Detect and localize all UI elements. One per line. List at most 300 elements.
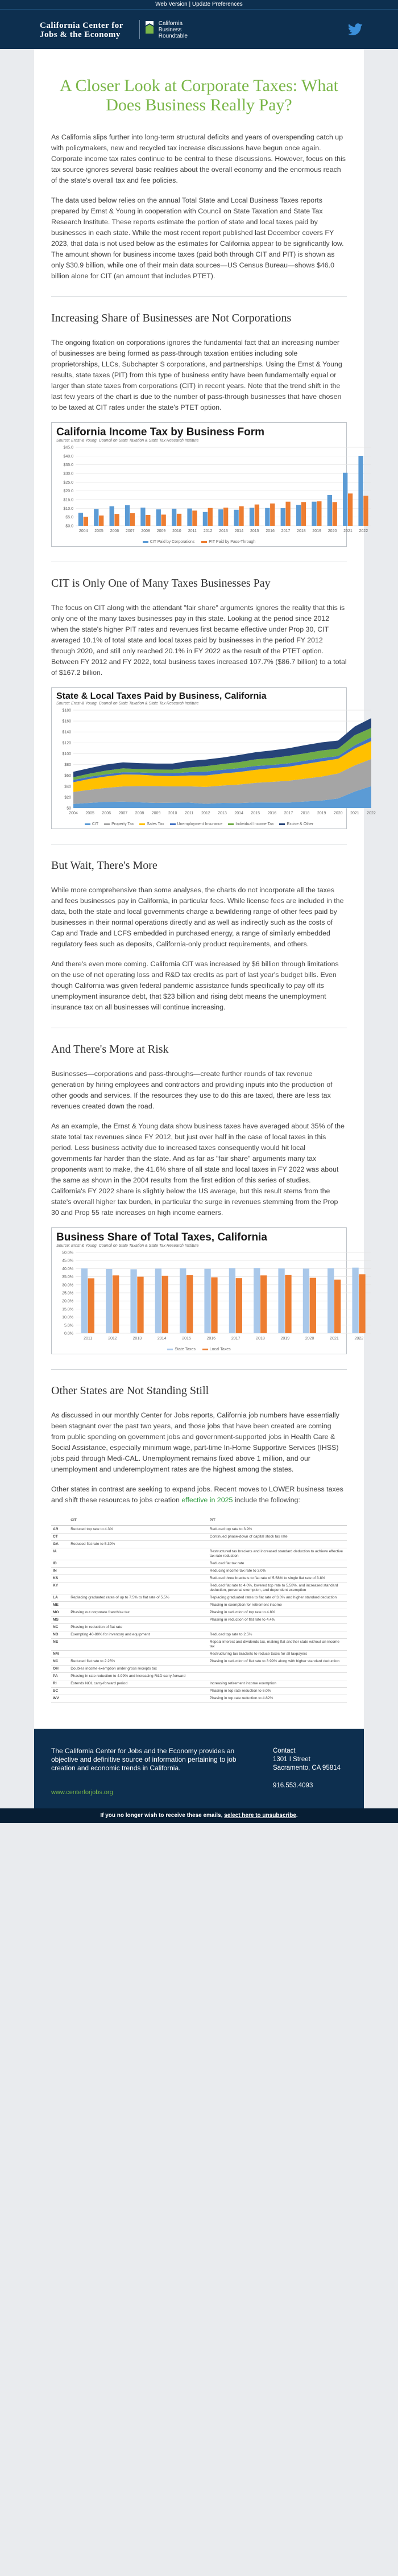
pit-cell: Reduced flat tax rate <box>208 1560 347 1568</box>
y-tick-label: $30.0 <box>63 472 73 476</box>
bar <box>137 1277 143 1333</box>
y-tick-label: $20.0 <box>63 489 73 494</box>
state-code-cell: MO <box>51 1609 69 1617</box>
cit-cell <box>69 1617 208 1624</box>
unsubscribe-link[interactable]: select here to unsubscribe <box>224 1812 296 1819</box>
table-row <box>51 1582 347 1594</box>
bar <box>162 1276 168 1333</box>
chart-plot <box>56 444 376 536</box>
cit-cell <box>69 1688 208 1695</box>
bar <box>270 504 275 526</box>
x-tick-label: 2008 <box>135 811 144 815</box>
x-tick-label: 2017 <box>281 529 291 533</box>
table-row <box>51 1673 347 1680</box>
x-tick-label: 2020 <box>333 811 343 815</box>
pit-cell <box>208 1666 347 1673</box>
section-heading-more-at-risk: And There's More at Risk <box>51 1043 169 1056</box>
cit-cell <box>69 1582 208 1594</box>
x-tick-label: 2006 <box>110 529 119 533</box>
table-row <box>51 1575 347 1582</box>
table-row <box>51 1666 347 1673</box>
cit-cell <box>69 1534 208 1541</box>
web-version-link[interactable]: Web Version <box>155 1 188 7</box>
x-tick-label: 2012 <box>203 529 213 533</box>
state-code-cell: IN <box>51 1568 69 1575</box>
state-code-cell: LA <box>51 1594 69 1602</box>
bar <box>278 1268 284 1333</box>
bar <box>358 456 363 526</box>
pit-cell: Reduced flat rate to 4.0%, lowered top rate to 5.58%, and increased standard deduction, personal exemption, and dependent exemption <box>208 1582 347 1594</box>
bar <box>327 1268 334 1333</box>
pit-cell: Phasing in top rate reduction to 4.82% <box>208 1695 347 1703</box>
pit-cell: Increasing retirement income exemption <box>208 1680 347 1688</box>
state-tax-changes-table <box>51 1516 347 1703</box>
y-tick-label: $60 <box>64 774 71 778</box>
legend-item: Sales Tax <box>139 822 164 826</box>
x-tick-label: 2019 <box>312 529 321 533</box>
chart-plot <box>56 707 376 818</box>
cit-cell: Phasing in rate reduction to 4.99% and increasing R&D carry-forward <box>69 1673 208 1680</box>
x-tick-label: 2022 <box>354 1337 364 1341</box>
twitter-icon[interactable] <box>348 23 363 36</box>
center-logo[interactable] <box>40 21 123 39</box>
y-tick-label: 25.0% <box>62 1291 73 1296</box>
pit-cell: Restructured tax brackets and increased standard deduction to achieve effective tax rate reduction <box>208 1548 347 1560</box>
cit-cell <box>69 1651 208 1658</box>
pit-cell: Reduced top rate to 3.9% <box>208 1526 347 1534</box>
y-tick-label: $40 <box>64 785 71 789</box>
bar <box>281 508 285 526</box>
y-tick-label: $0 <box>67 806 71 811</box>
update-preferences-link[interactable]: Update Preferences <box>192 1 243 7</box>
chart-legend <box>56 540 342 544</box>
pit-cell: Phasing in top rate reduction to 6.0% <box>208 1688 347 1695</box>
pit-cell: Restructuring tax brackets to reduce taxes for all taxpayers <box>208 1651 347 1658</box>
x-tick-label: 2009 <box>151 811 161 815</box>
x-tick-label: 2016 <box>267 811 277 815</box>
section-divider <box>51 296 347 297</box>
table-row <box>51 1548 347 1560</box>
cit-cell: Phasing out corporate franchise tax <box>69 1609 208 1617</box>
pit-cell: Reduced top rate to 2.5% <box>208 1631 347 1639</box>
bar <box>146 515 150 526</box>
x-tick-label: 2005 <box>94 529 103 533</box>
y-tick-label: $15.0 <box>63 498 73 502</box>
table-header-pit: PIT <box>208 1516 347 1526</box>
table-row <box>51 1651 347 1658</box>
partner-line-3: Roundtable <box>158 33 188 39</box>
table-row <box>51 1594 347 1602</box>
chart-title: State & Local Taxes Paid by Business, California <box>56 691 267 701</box>
logo-divider <box>139 20 140 39</box>
x-tick-label: 2020 <box>327 529 337 533</box>
unsubscribe-bar: If you no longer wish to receive these emails, select here to unsubscribe. <box>0 1808 398 1823</box>
x-tick-label: 2006 <box>102 811 111 815</box>
brand-line-2: Jobs & the Economy <box>40 30 121 39</box>
state-code-cell: NC <box>51 1624 69 1631</box>
y-tick-label: 0.0% <box>64 1332 73 1336</box>
other-states-paragraph-2: Other states in contrast are seeking to expand jobs. Recent moves to LOWER business taxes and shift these resources to jobs creation effective in 2025 include the following: <box>51 1485 343 1504</box>
cit-cell: Replacing graduated rates of up to 7.5% to flat rate of 5.5% <box>69 1594 208 1602</box>
theres-more-paragraph-1: While more comprehensive than some analyses, the charts do not incorporate all the taxes and fees businesses pay in California, in particular fees. While license fees are included in the data, both the state and local governments charge a bewildering range of other fees paid by businesses in their normal operations directly and as well as indirectly such as the costs of Cap and Trade and LCFS embedded in purchased energy, a range of similarly embedded regulatory fees such as deposits, California-only product requirements, and others. <box>51 886 344 948</box>
x-tick-label: 2013 <box>219 529 228 533</box>
x-tick-label: 2014 <box>234 529 244 533</box>
bar <box>204 1269 210 1333</box>
roundtable-logo[interactable] <box>144 20 188 39</box>
table-row <box>51 1534 347 1541</box>
chart-legend <box>56 822 342 826</box>
table-row <box>51 1541 347 1548</box>
table-header-row <box>51 1516 347 1526</box>
bar <box>236 1278 242 1333</box>
y-tick-label: $10.0 <box>63 506 73 511</box>
pit-cell: Phasing in exemption for retirement income <box>208 1602 347 1609</box>
bar <box>180 1268 186 1333</box>
cit-cell <box>69 1575 208 1582</box>
table-row <box>51 1560 347 1568</box>
y-tick-label: $40.0 <box>63 454 73 459</box>
bar <box>192 510 197 526</box>
table-row <box>51 1658 347 1666</box>
x-tick-label: 2019 <box>280 1337 290 1341</box>
state-code-cell: OH <box>51 1666 69 1673</box>
y-tick-label: 5.0% <box>64 1324 73 1328</box>
bar <box>106 1269 112 1333</box>
section-heading-cit-one-of-many: CIT is Only One of Many Taxes Businesses Pay <box>51 577 271 590</box>
x-tick-label: 2010 <box>168 811 177 815</box>
x-tick-label: 2015 <box>251 811 260 815</box>
cit-cell: Doubles income exemption under gross receipts tax <box>69 1666 208 1673</box>
state-code-cell: CT <box>51 1534 69 1541</box>
more-at-risk-paragraph-1: Businesses—corporations and pass-throughs—create further rounds of tax revenue generation by hiring employees and contractors and providing inputs into the production of other goods and services. If the resources they use to do this are taxed, there are less tax revenues created down the road. <box>51 1070 333 1110</box>
email-footer <box>34 1729 364 1808</box>
footer-address-2: Sacramento, CA 95814 <box>273 1765 341 1771</box>
x-tick-label: 2017 <box>284 811 293 815</box>
legend-item: Individual Income Tax <box>228 822 273 826</box>
bar <box>223 508 228 526</box>
bar <box>327 495 332 526</box>
cit-cell: Extends NOL carry-forward period <box>69 1680 208 1688</box>
bar <box>172 509 176 526</box>
email-body <box>34 49 376 1729</box>
footer-contact-label: Contact <box>273 1747 296 1754</box>
x-tick-label: 2013 <box>132 1337 142 1341</box>
x-tick-label: 2018 <box>300 811 310 815</box>
bar <box>343 473 347 526</box>
bar <box>265 508 270 526</box>
y-tick-label: 10.0% <box>62 1316 73 1320</box>
y-tick-label: 50.0% <box>62 1251 73 1255</box>
cit-cell <box>69 1568 208 1575</box>
bar <box>303 1268 309 1333</box>
table-row <box>51 1602 347 1609</box>
y-tick-label: $140 <box>62 730 71 735</box>
section-heading-other-states: Other States are Not Standing Still <box>51 1384 209 1397</box>
y-tick-label: 40.0% <box>62 1267 73 1271</box>
section-heading-business-forms: Increasing Share of Businesses are Not Corporations <box>51 312 292 324</box>
state-code-cell: IA <box>51 1548 69 1560</box>
bar <box>211 1277 217 1333</box>
bar <box>229 1268 235 1333</box>
pit-cell: Replacing graduated rates to flat rate of 3.0% and higher standard deduction <box>208 1594 347 1602</box>
cit-cell <box>69 1695 208 1703</box>
bar <box>177 514 181 526</box>
state-code-cell: PA <box>51 1673 69 1680</box>
y-tick-label: 20.0% <box>62 1299 73 1304</box>
bar <box>140 508 145 526</box>
bar <box>84 517 88 526</box>
pit-cell: Continued phase-down of capital stock tax rate <box>208 1534 347 1541</box>
bar <box>317 501 321 526</box>
state-local-taxes-chart <box>51 687 376 829</box>
bar <box>94 509 98 526</box>
y-tick-label: $80 <box>64 763 71 768</box>
chart-source: Source: Ernst & Young, Council on State Taxation & State Tax Research Institute <box>56 439 199 443</box>
pit-cell: Reducing income tax rate to 3.0% <box>208 1568 347 1575</box>
bar <box>78 513 83 526</box>
bar <box>285 502 290 526</box>
x-tick-label: 2015 <box>250 529 259 533</box>
intro-paragraph-2: The data used below relies on the annual Total State and Local Business Taxes reports prepared by Ernst & Young in cooperation with Council on State Taxation and State Tax Research Institute. These reports estimate the portion of state and local taxes paid by businesses in each state. While the most recent report published last December covers FY 2023, that data is not used below as the estimates for California appear to be significantly low. The amount shown for business income taxes (paid both through CIT and PIT) is shown as only $30.9 billion, while one of their main data sources—US Census Bureau—shows $46.0 billion alone for CIT (an amount that includes PTET). <box>51 196 344 280</box>
x-tick-label: 2014 <box>157 1337 167 1341</box>
state-code-cell: GA <box>51 1541 69 1548</box>
business-share-total-taxes-chart <box>51 1227 364 1354</box>
cit-cell: Reduced flat rate to 5.39% <box>69 1541 208 1548</box>
x-tick-label: 2016 <box>206 1337 216 1341</box>
x-tick-label: 2008 <box>141 529 150 533</box>
chart-legend <box>56 1347 342 1351</box>
bar <box>334 1280 341 1333</box>
x-tick-label: 2020 <box>305 1337 314 1341</box>
bar <box>125 505 130 526</box>
x-tick-label: 2018 <box>297 529 306 533</box>
section-divider <box>51 1369 347 1370</box>
legend-item: Unemployment Insurance <box>170 822 223 826</box>
x-tick-label: 2007 <box>126 529 135 533</box>
table-header-cit: CIT <box>69 1516 208 1526</box>
x-tick-label: 2010 <box>172 529 181 533</box>
theres-more-paragraph-2: And there's even more coming. California CIT was increased by $6 billion through limitations on the use of net operating loss and R&D tax credits as part of last year's budget bills. Even though California was given federal pandemic assistance funds specifically to pay off its unemployment insurance debt, that $23 billion and rising debt means the unemployment insurance tax on all businesses will continue increasing. <box>51 960 339 1011</box>
cit-cell: Reduced flat rate to 2.25% <box>69 1658 208 1666</box>
x-tick-label: 2009 <box>156 529 166 533</box>
pit-cell <box>208 1624 347 1631</box>
y-tick-label: $160 <box>62 719 71 724</box>
bar <box>234 510 238 526</box>
y-tick-label: $35.0 <box>63 463 73 468</box>
state-code-cell: NC <box>51 1658 69 1666</box>
bar <box>301 502 306 526</box>
pit-cell: Phasing in reduction of flat rate to 3.99% along with higher standard deduction <box>208 1658 347 1666</box>
table-row <box>51 1695 347 1703</box>
bar <box>310 1278 316 1333</box>
bar <box>186 1275 193 1333</box>
pit-cell <box>208 1541 347 1548</box>
table-row <box>51 1624 347 1631</box>
x-tick-label: 2022 <box>359 529 368 533</box>
table-row <box>51 1617 347 1624</box>
cit-cell: Phasing in reduction of flat rate <box>69 1624 208 1631</box>
top-links-bar <box>0 0 398 9</box>
legend-item-local: Local Taxes <box>202 1347 231 1351</box>
bar <box>254 1268 260 1333</box>
table-row <box>51 1526 347 1534</box>
state-code-cell: ME <box>51 1602 69 1609</box>
x-tick-label: 2021 <box>343 529 353 533</box>
y-tick-label: 30.0% <box>62 1283 73 1288</box>
table-row <box>51 1609 347 1617</box>
effective-2025-link[interactable]: effective in 2025 <box>181 1496 233 1504</box>
income-tax-by-business-form-chart <box>51 422 368 547</box>
state-code-cell: KS <box>51 1575 69 1582</box>
x-tick-label: 2014 <box>234 811 243 815</box>
y-tick-label: $100 <box>62 752 71 756</box>
state-code-cell: NE <box>51 1639 69 1651</box>
y-tick-label: 45.0% <box>62 1259 73 1263</box>
bar <box>296 505 301 526</box>
y-tick-label: $5.0 <box>65 516 73 520</box>
pit-cell <box>208 1673 347 1680</box>
bar <box>203 512 208 526</box>
legend-item-pit: PIT Paid by Pass-Through <box>201 540 255 544</box>
state-code-cell: KY <box>51 1582 69 1594</box>
x-tick-label: 2018 <box>256 1337 265 1341</box>
bar <box>113 1275 119 1333</box>
x-tick-label: 2017 <box>231 1337 241 1341</box>
legend-item-cit: CIT Paid by Corporations <box>143 540 194 544</box>
chart-source: Source: Ernst & Young, Council on State Taxation & State Tax Research Institute <box>56 702 199 706</box>
x-tick-label: 2015 <box>182 1337 191 1341</box>
bar <box>187 509 192 526</box>
bar <box>130 1270 136 1333</box>
bar <box>110 506 114 526</box>
footer-address-1: 1301 I Street <box>273 1756 310 1763</box>
chart-source: Source: Ernst & Young, Council on State Taxation & State Tax Research Institute <box>56 1244 199 1248</box>
cit-cell: Reduced top rate to 4.3% <box>69 1526 208 1534</box>
x-tick-label: 2007 <box>118 811 128 815</box>
x-tick-label: 2005 <box>85 811 94 815</box>
chart-title: Business Share of Total Taxes, California <box>56 1231 267 1243</box>
x-tick-label: 2011 <box>188 529 197 533</box>
other-states-paragraph-1: As discussed in our monthly Center for Jobs reports, California job numbers have essentially been stagnant over the past two years, and those jobs that have been created are coming from public spending on government jobs and government-supported jobs in Health Care & Social Assistance, especially minimum wage, part-time In-Home Supportive Services (IHSS) jobs paid through Medi-CAL. Unemployment remains fixed above 1 million, and our unemployment and underemployment rates are the highest among the states. <box>51 1411 339 1473</box>
legend-item: Excise & Other <box>279 822 313 826</box>
page-title: A Closer Look at Corporate Taxes: What Does Business Really Pay? <box>59 76 339 114</box>
intro-paragraph-1: As California slips further into long-term structural deficits and years of overspending catch up with policymakers, new and recycled tax increase discussions have begun once again. Corporate income tax rates continue to be central to these discussions. However, focus on this tax source ignores several basic realities about the overall economy and the enormous reach of the state's overall tax and fee policies. <box>51 133 346 184</box>
x-tick-label: 2011 <box>185 811 194 815</box>
bar <box>348 493 353 526</box>
bar <box>114 514 119 526</box>
table-row <box>51 1568 347 1575</box>
partner-line-2: Business <box>158 27 182 33</box>
table-row <box>51 1631 347 1639</box>
chart-title: California Income Tax by Business Form <box>56 426 265 438</box>
state-code-cell: ID <box>51 1560 69 1568</box>
email-header <box>0 9 398 49</box>
bar <box>218 509 223 526</box>
bar <box>250 508 254 526</box>
bar <box>312 502 316 526</box>
y-tick-label: 15.0% <box>62 1307 73 1312</box>
pit-cell: Phasing in reduction of top rate to 4.8% <box>208 1609 347 1617</box>
x-tick-label: 2021 <box>330 1337 339 1341</box>
bar <box>333 502 337 526</box>
bar <box>359 1274 365 1333</box>
bar <box>260 1275 267 1333</box>
website-link[interactable]: www.centerforjobs.org <box>51 1789 113 1796</box>
bar <box>155 1268 161 1333</box>
pit-cell: Phasing in reduction of flat rate to 4.4% <box>208 1617 347 1624</box>
bar <box>99 516 103 526</box>
legend-item-state: State Taxes <box>167 1347 195 1351</box>
cit-cell <box>69 1602 208 1609</box>
state-code-cell: ND <box>51 1631 69 1639</box>
y-tick-label: $45.0 <box>63 446 73 450</box>
separator: | <box>189 1 191 7</box>
x-tick-label: 2022 <box>367 811 376 815</box>
y-tick-label: $0.0 <box>65 524 73 529</box>
x-tick-label: 2012 <box>108 1337 117 1341</box>
y-tick-label: $20 <box>64 796 71 800</box>
x-tick-label: 2013 <box>218 811 227 815</box>
x-tick-label: 2019 <box>317 811 326 815</box>
state-code-cell: MS <box>51 1617 69 1624</box>
x-tick-label: 2016 <box>266 529 275 533</box>
pit-cell: Repeal interest and dividends tax, making flat another state without an income tax <box>208 1639 347 1651</box>
bar <box>352 1268 358 1333</box>
legend-item: CIT <box>85 822 98 826</box>
bar <box>81 1268 88 1333</box>
state-code-cell: RI <box>51 1680 69 1688</box>
footer-phone[interactable]: 916.553.4093 <box>273 1782 313 1789</box>
cit-cell <box>69 1560 208 1568</box>
x-tick-label: 2012 <box>201 811 210 815</box>
x-tick-label: 2004 <box>78 529 88 533</box>
cit-cell: Exempting 40-80% for inventory and equipment <box>69 1631 208 1639</box>
y-tick-label: $25.0 <box>63 480 73 485</box>
state-code-cell: SC <box>51 1688 69 1695</box>
bar <box>130 513 135 526</box>
bar <box>208 508 213 526</box>
bar <box>285 1275 291 1333</box>
table-row <box>51 1688 347 1695</box>
x-tick-label: 2021 <box>350 811 359 815</box>
y-tick-label: $180 <box>62 708 71 713</box>
roundtable-mark-icon <box>144 20 155 35</box>
y-tick-label: 35.0% <box>62 1275 73 1280</box>
footer-about: The California Center for Jobs and the Economy provides an objective and definitive source of information pertaining to job creation and economic trends in California. <box>51 1747 237 1772</box>
bar <box>88 1278 94 1333</box>
more-at-risk-paragraph-2: As an example, the Ernst & Young data show business taxes have averaged about 35% of the state total tax revenues since FY 2012, but just over half in the case of local taxes in this period. Less business activity due to increased taxes consequently would hit local governments far harder than the state. And as far as "fair share" arguments many tax proponents want to make, the 41.6% share of all state and local taxes in FY 2022 was about the same as shown in the 2004 results from the first edition of this series of studies. California's FY 2022 share is slightly below the US average, but this result stems from the state's overall higher tax burden, in particular the surge in revenues stemming from the Prop 30 and Prop 55 rate increases on high income earners. <box>51 1122 345 1217</box>
bar <box>239 506 243 526</box>
bar <box>255 505 259 526</box>
y-tick-label: $120 <box>62 741 71 745</box>
cit-one-of-many-paragraph: The focus on CIT along with the attendant "fair share" arguments ignores the reality that this is only one of the many taxes businesses pay in this state. Looking at the period since 2012 when the state's higher PIT rates and revenues first became effective under Prop 30, CIT averaged 10.1% of total state and local taxes paid by businesses in the period FY 2012 through 2020, and still only reached 20.1% in FY 2022 as the result of the PTET option. Between FY 2012 and FY 2022, total business taxes increased 107.7% ($86.7 billion) to a total of $167.2 billion. <box>51 604 347 677</box>
cit-cell <box>69 1639 208 1651</box>
cit-cell <box>69 1548 208 1560</box>
bar <box>363 496 368 526</box>
state-code-cell: NM <box>51 1651 69 1658</box>
table-header-state <box>51 1516 69 1526</box>
state-code-cell: AR <box>51 1526 69 1534</box>
bar <box>156 509 161 526</box>
bar <box>161 514 166 526</box>
chart-plot <box>56 1249 376 1343</box>
business-forms-paragraph: The ongoing fixation on corporations ignores the fundamental fact that an increasing number of businesses are being formed as pass-through taxation entities including sole proprietorships, LLCs, Subchapter S corporations, and partnerships. Using the Ernst & Young results, state taxes (PIT) from this type of business entity have been fundamentally equal or larger than state taxes from corporations (CIT) in recent years. Note that the trend shift in the last few years of the chart is due to the number of pass-through businesses that have chosen to be taxed at CIT rates under the state's PTET option. <box>51 339 342 411</box>
brand-line-1: California Center for <box>40 21 123 30</box>
section-heading-theres-more: But Wait, There's More <box>51 859 157 872</box>
pit-cell: Reduced three brackets to flat rate of 5.58% to single flat rate of 3.8% <box>208 1575 347 1582</box>
partner-line-1: California <box>158 20 183 27</box>
legend-item: Property Tax <box>104 822 134 826</box>
